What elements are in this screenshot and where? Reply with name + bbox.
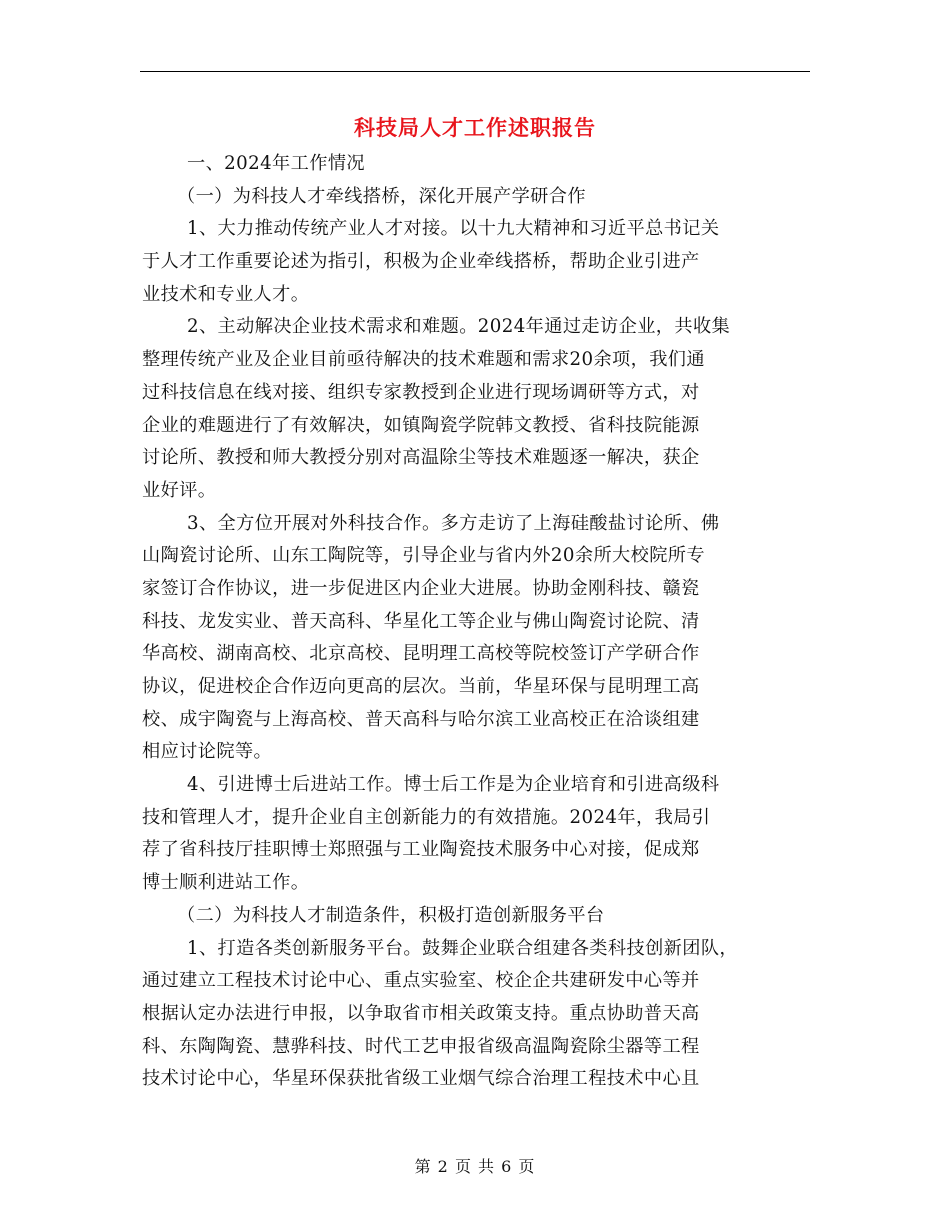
text-line: 1、大力推动传统产业人才对接。以十九大精神和习近平总书记关 [187,218,720,240]
document-title: 科技局人才工作述职报告 [354,115,596,140]
text-line: （二）为科技人才制造条件，积极打造创新服务平台 [177,904,605,926]
document-body [142,148,810,1096]
text-line: 科技、龙发实业、普天高科、华星化工等企业与佛山陶瓷讨论院、清 [142,610,700,632]
text-line: 科、东陶陶瓷、慧骅科技、时代工艺申报省级高温陶瓷除尘器等工程 [142,1035,700,1057]
text-line: 整理传统产业及企业目前亟待解决的技术难题和需求20余项，我们通 [142,349,705,371]
text-line: 协议，促进校企合作迈向更高的层次。当前，华星环保与昆明理工高 [142,676,700,697]
text-line: 技术讨论中心，华星环保获批省级工业烟气综合治理工程技术中心且 [142,1068,700,1090]
text-line: 相应讨论院等。 [142,741,273,763]
text-line: 根据认定办法进行申报，以争取省市相关政策支持。重点协助普天高 [142,1002,700,1024]
text-line: 讨论所、教授和师大教授分别对高温除尘等技术难题逐一解决，获企 [142,447,700,469]
text-line: 荐了省科技厅挂职博士郑照强与工业陶瓷技术服务中心对接，促成郑 [142,839,700,861]
header-rule [140,71,810,72]
text-line: 于人才工作重要论述为指引，积极为企业牵线搭桥，帮助企业引进产 [142,251,700,273]
text-line: 4、引进博士后进站工作。博士后工作是为企业培育和引进高级科 [187,774,720,796]
text-line: 2、主动解决企业技术需求和难题。2024年通过走访企业，共收集 [187,316,731,338]
text-line: 3、全方位开展对外科技合作。多方走访了上海硅酸盐讨论所、佛 [187,512,720,534]
text-line: 山陶瓷讨论所、山东工陶院等，引导企业与省内外20余所大校院所专 [142,545,705,567]
text-line: 企业的难题进行了有效解决，如镇陶瓷学院韩文教授、省科技院能源 [142,414,700,436]
page-footer: 第 2 页 共 6 页 [414,1157,536,1176]
text-line: 业技术和专业人才。 [142,283,310,305]
text-line: （一）为科技人才牵线搭桥，深化开展产学研合作 [177,185,586,207]
text-line: 华高校、湖南高校、北京高校、昆明理工高校等院校签订产学研合作 [142,643,700,665]
text-line: 校、成宇陶瓷与上海高校、普天高科与哈尔滨工业高校正在洽谈组建 [142,708,700,730]
text-line: 博士顺利进站工作。 [142,872,310,894]
text-line: 家签订合作协议，进一步促进区内企业大进展。协助金刚科技、赣瓷 [142,577,700,599]
text-line: 1、打造各类创新服务平台。鼓舞企业联合组建各类科技创新团队， [187,937,739,959]
text-line: 技和管理人才，提升企业自主创新能力的有效措施。2024年，我局引 [142,806,711,828]
text-line: 通过建立工程技术讨论中心、重点实验室、校企企共建研发中心等并 [142,970,700,992]
text-line: 业好评。 [142,479,217,501]
text-line: 一、2024年工作情况 [187,153,365,174]
text-line: 过科技信息在线对接、组织专家教授到企业进行现场调研等方式，对 [142,381,700,403]
